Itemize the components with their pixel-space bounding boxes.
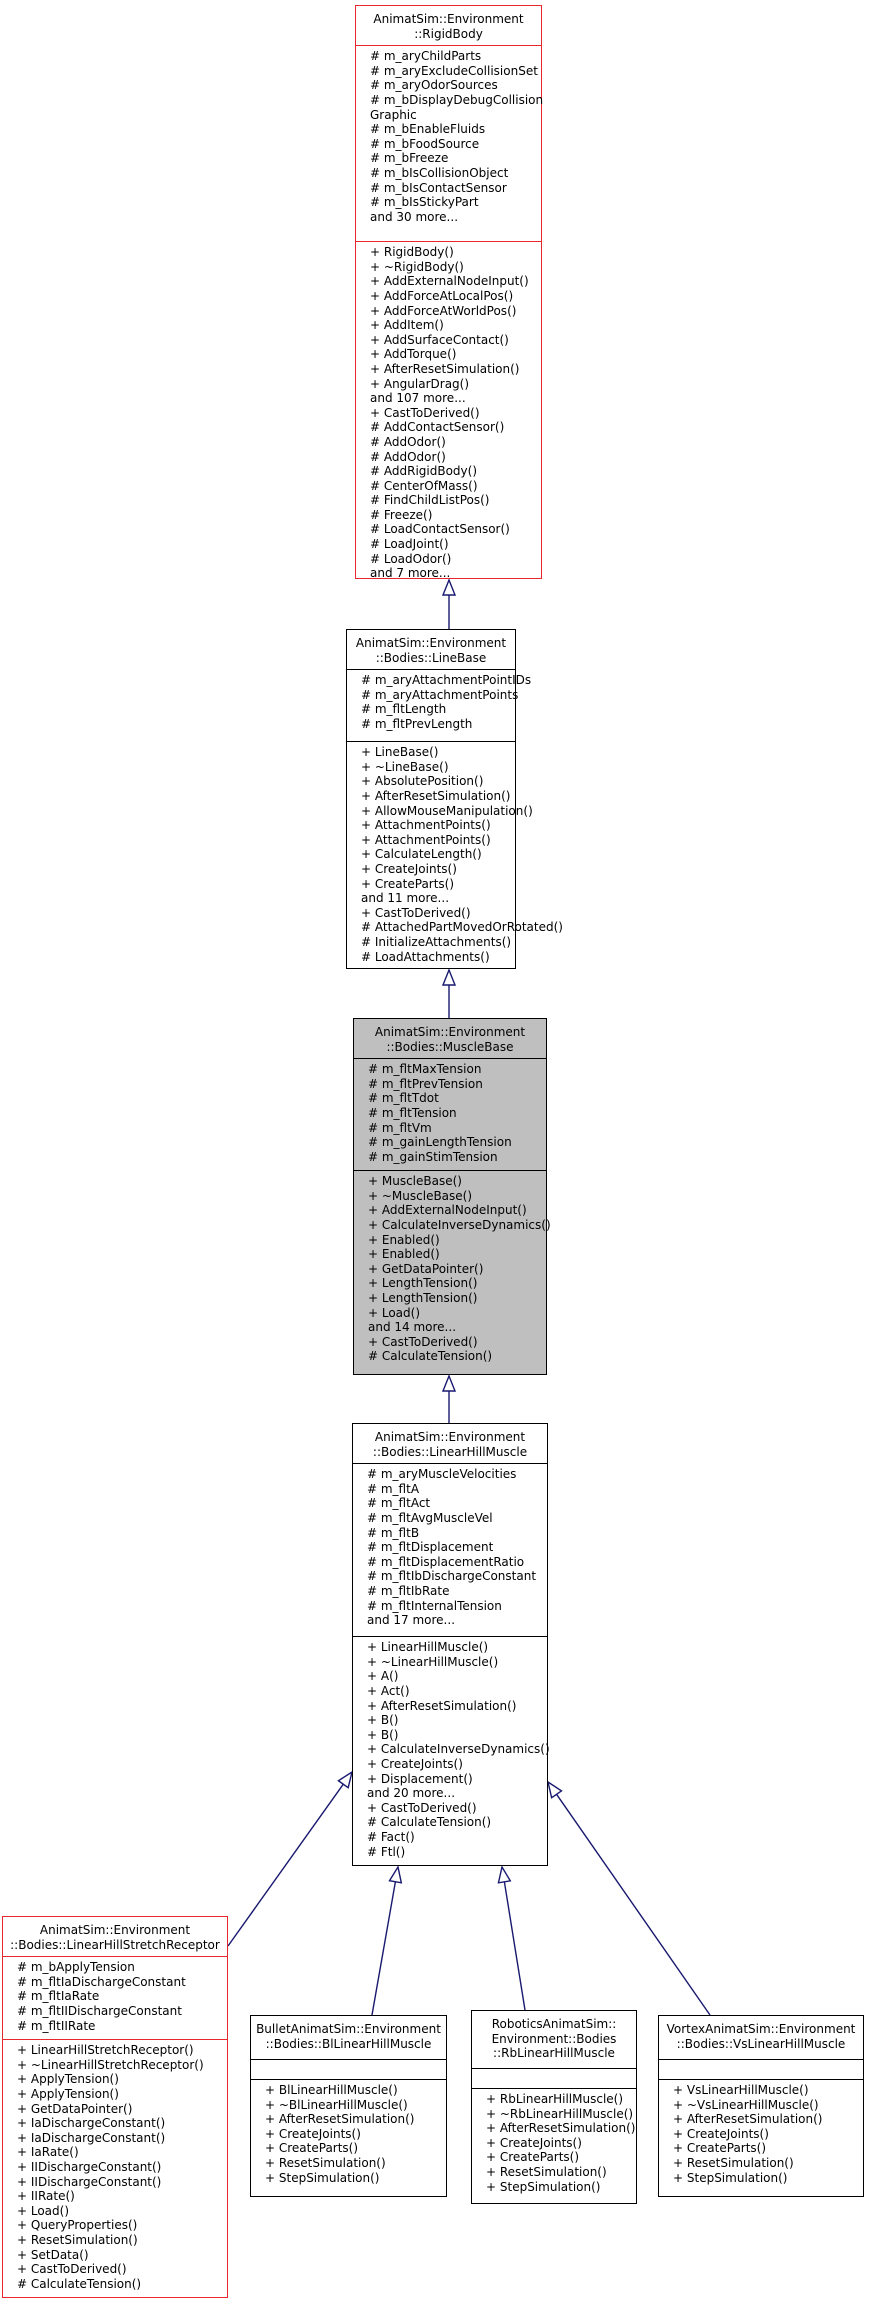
title-line: ::Bodies::MuscleBase bbox=[386, 1039, 514, 1054]
title-line: ::RbLinearHillMuscle bbox=[493, 2046, 615, 2061]
method-item[interactable]: # LoadContactSensor() bbox=[370, 522, 510, 537]
method-item[interactable]: + AllowMouseManipulation() bbox=[361, 803, 533, 818]
title-line: AnimatSim::Environment bbox=[39, 1923, 191, 1937]
attribute-item[interactable]: # m_bIsStickyPart bbox=[370, 195, 479, 210]
attribute-item[interactable]: # m_bFreeze bbox=[370, 151, 449, 166]
method-item[interactable]: + CastToDerived() bbox=[367, 1800, 477, 1815]
method-item[interactable]: and 7 more... bbox=[370, 566, 451, 581]
method-item[interactable]: # AddRigidBody() bbox=[370, 464, 477, 479]
method-item[interactable]: + ResetSimulation() bbox=[265, 2155, 386, 2170]
title-line: ::Bodies::BlLinearHillMuscle bbox=[265, 2036, 432, 2051]
method-item[interactable]: + StepSimulation() bbox=[673, 2170, 788, 2185]
method-item[interactable]: + LinearHillStretchReceptor() bbox=[17, 2043, 194, 2058]
method-item[interactable]: + RbLinearHillMuscle() bbox=[486, 2092, 624, 2106]
method-item[interactable]: + CalculateLength() bbox=[361, 847, 482, 862]
attribute-item[interactable]: # m_bIsCollisionObject bbox=[370, 165, 509, 180]
method-item[interactable]: + ApplyTension() bbox=[17, 2086, 119, 2101]
attribute-item[interactable]: # m_fltTdot bbox=[368, 1091, 439, 1106]
method-item[interactable]: + AddTorque() bbox=[370, 347, 457, 362]
method-item[interactable]: + QueryProperties() bbox=[17, 2218, 138, 2233]
attribute-item[interactable]: # m_fltIbDischargeConstant bbox=[367, 1569, 537, 1584]
attribute-item[interactable]: # m_bFoodSource bbox=[370, 136, 480, 151]
class-title bbox=[472, 2011, 636, 2068]
methods-section bbox=[354, 1170, 551, 1367]
method-item[interactable]: + AddExternalNodeInput() bbox=[370, 274, 529, 289]
attribute-item[interactable]: # m_bDisplayDebugCollision bbox=[370, 92, 544, 107]
method-item[interactable]: # Ftl() bbox=[367, 1844, 406, 1859]
method-item[interactable]: + AddSurfaceContact() bbox=[370, 332, 509, 347]
class-title bbox=[347, 630, 515, 669]
attribute-item[interactable]: # m_fltB bbox=[367, 1525, 420, 1540]
method-item[interactable]: # FindChildListPos() bbox=[370, 493, 490, 508]
method-item[interactable]: + ~BlLinearHillMuscle() bbox=[265, 2097, 408, 2112]
attributes-section bbox=[251, 2059, 446, 2079]
attribute-item[interactable]: # m_aryMuscleVelocities bbox=[367, 1467, 517, 1482]
attribute-item[interactable]: # m_aryAttachmentPointIDs bbox=[361, 673, 532, 688]
method-item[interactable]: # LoadJoint() bbox=[370, 537, 449, 552]
method-item[interactable]: + StepSimulation() bbox=[486, 2179, 601, 2194]
method-item[interactable]: # LoadOdor() bbox=[370, 551, 452, 566]
method-item[interactable]: + IIDischargeConstant() bbox=[17, 2174, 162, 2189]
method-item[interactable]: + AfterResetSimulation() bbox=[265, 2112, 415, 2127]
attribute-item[interactable]: # m_aryOdorSources bbox=[370, 78, 498, 93]
title-line: AnimatSim::Environment bbox=[355, 636, 507, 650]
attribute-item[interactable]: # m_fltPrevTension bbox=[368, 1076, 483, 1091]
method-item[interactable]: + AfterResetSimulation() bbox=[361, 788, 511, 803]
method-item[interactable]: + CreateJoints() bbox=[361, 861, 457, 876]
method-item[interactable]: and 14 more... bbox=[368, 1320, 457, 1335]
class-title bbox=[353, 1424, 547, 1463]
attributes-section bbox=[347, 669, 532, 741]
method-item[interactable]: + AfterResetSimulation() bbox=[370, 361, 520, 376]
title-line: ::Bodies::VsLinearHillMuscle bbox=[676, 2036, 846, 2051]
class-box-robotics[interactable] bbox=[471, 2010, 637, 2204]
method-item[interactable]: + B() bbox=[367, 1713, 399, 1728]
method-item[interactable]: + ~RigidBody() bbox=[370, 259, 464, 274]
method-item[interactable]: + ResetSimulation() bbox=[17, 2232, 138, 2247]
method-item[interactable]: + AbsolutePosition() bbox=[361, 774, 484, 789]
method-item[interactable]: # Fact() bbox=[367, 1829, 415, 1844]
inheritance-arrow-vortex bbox=[548, 1782, 710, 2015]
methods-section bbox=[347, 741, 563, 967]
attributes-section bbox=[3, 1956, 227, 2039]
inheritance-arrow-musclebase bbox=[443, 970, 455, 1018]
class-box-rigidbody[interactable] bbox=[355, 5, 542, 579]
method-item[interactable]: # Freeze() bbox=[370, 507, 433, 522]
methods-section bbox=[356, 241, 541, 584]
attribute-item[interactable]: and 30 more... bbox=[370, 209, 459, 224]
method-item[interactable]: + CreateJoints() bbox=[486, 2135, 582, 2150]
title-line: ::RigidBody bbox=[414, 26, 483, 41]
attribute-item[interactable]: # m_gainStimTension bbox=[368, 1149, 498, 1164]
method-item[interactable]: + ~RbLinearHillMuscle() bbox=[486, 2106, 634, 2121]
method-item[interactable]: + Load() bbox=[17, 2203, 70, 2218]
method-item[interactable]: + AddForceAtLocalPos() bbox=[370, 288, 514, 303]
attribute-item[interactable]: # m_bEnableFluids bbox=[370, 122, 486, 137]
attribute-item[interactable]: # m_fltIaDischargeConstant bbox=[17, 1974, 186, 1989]
method-item[interactable]: + A() bbox=[367, 1669, 399, 1684]
method-item[interactable]: + CreateJoints() bbox=[265, 2126, 361, 2141]
method-item[interactable]: + IaRate() bbox=[17, 2145, 79, 2160]
method-item[interactable]: + LinearHillMuscle() bbox=[367, 1640, 489, 1655]
method-item[interactable]: + CreateParts() bbox=[265, 2141, 359, 2156]
title-line: AnimatSim::Environment bbox=[374, 1025, 526, 1039]
attribute-item[interactable]: # m_fltIaRate bbox=[17, 1989, 100, 2004]
method-item[interactable]: # CalculateTension() bbox=[368, 1349, 493, 1364]
inheritance-arrow-linebase bbox=[443, 580, 455, 629]
attribute-item[interactable]: # m_fltMaxTension bbox=[368, 1062, 482, 1077]
title-line: ::Bodies::LineBase bbox=[375, 650, 487, 665]
method-item[interactable]: + VsLinearHillMuscle() bbox=[673, 2083, 809, 2097]
attribute-item[interactable]: # m_fltAct bbox=[367, 1496, 431, 1511]
attribute-item[interactable]: # m_fltLength bbox=[361, 702, 447, 717]
method-item[interactable]: + CreateParts() bbox=[486, 2150, 580, 2165]
attribute-item[interactable]: # m_fltTension bbox=[368, 1105, 457, 1120]
class-box-stretchreceptor[interactable] bbox=[2, 1916, 228, 2298]
method-item[interactable]: + Act() bbox=[367, 1683, 410, 1698]
methods-section bbox=[251, 2079, 446, 2188]
inheritance-arrow-linearhill bbox=[443, 1376, 455, 1423]
class-title bbox=[354, 1019, 546, 1058]
method-item[interactable]: + AfterResetSimulation() bbox=[486, 2121, 636, 2136]
method-item[interactable]: + CreateJoints() bbox=[673, 2126, 769, 2141]
methods-section bbox=[659, 2079, 863, 2188]
method-item[interactable]: + ~LinearHillStretchReceptor() bbox=[17, 2057, 204, 2072]
inheritance-arrow-bullet bbox=[372, 1867, 401, 2015]
methods-section bbox=[353, 1636, 550, 1862]
method-item[interactable]: + IIDischargeConstant() bbox=[17, 2159, 162, 2174]
attribute-item[interactable]: # m_fltDisplacementRatio bbox=[367, 1554, 525, 1569]
method-item[interactable]: + Displacement() bbox=[367, 1771, 473, 1786]
method-item[interactable]: + IaDischargeConstant() bbox=[17, 2116, 166, 2131]
class-box-vortex[interactable] bbox=[658, 2015, 864, 2197]
method-item[interactable]: + AddItem() bbox=[370, 318, 444, 333]
method-item[interactable]: + Load() bbox=[368, 1305, 421, 1320]
class-box-bullet[interactable] bbox=[250, 2015, 447, 2197]
method-item[interactable]: + ~LineBase() bbox=[361, 759, 449, 774]
attribute-item[interactable]: Graphic bbox=[370, 107, 417, 122]
method-item[interactable]: # AttachedPartMovedOrRotated() bbox=[361, 920, 563, 935]
method-item[interactable]: # CenterOfMass() bbox=[370, 478, 478, 493]
methods-section bbox=[472, 2088, 636, 2197]
method-item[interactable]: + CreateParts() bbox=[673, 2141, 767, 2156]
attributes-section bbox=[353, 1463, 547, 1636]
method-item[interactable]: + AddForceAtWorldPos() bbox=[370, 303, 517, 318]
title-line: AnimatSim::Environment bbox=[373, 12, 524, 26]
method-item[interactable]: # AddContactSensor() bbox=[370, 420, 505, 435]
attributes-section bbox=[354, 1058, 546, 1170]
method-item[interactable]: # CalculateTension() bbox=[367, 1815, 492, 1830]
method-item[interactable]: + ResetSimulation() bbox=[673, 2155, 794, 2170]
method-item[interactable]: + CastToDerived() bbox=[370, 405, 480, 420]
attribute-item[interactable]: # m_fltIbRate bbox=[367, 1583, 450, 1598]
method-item[interactable]: # InitializeAttachments() bbox=[361, 934, 512, 949]
method-item[interactable]: + LengthTension() bbox=[368, 1290, 478, 1305]
method-item[interactable]: + SetData() bbox=[17, 2247, 89, 2262]
method-item[interactable]: + IIRate() bbox=[17, 2189, 75, 2204]
method-item[interactable]: + GetDataPointer() bbox=[368, 1261, 484, 1276]
class-title bbox=[251, 2016, 446, 2059]
method-item[interactable]: + LineBase() bbox=[361, 745, 439, 760]
method-item[interactable]: + CastToDerived() bbox=[361, 905, 471, 920]
method-item[interactable]: + CastToDerived() bbox=[17, 2262, 127, 2277]
attribute-item[interactable]: # m_fltDisplacement bbox=[367, 1540, 494, 1555]
method-item[interactable]: + RigidBody() bbox=[370, 245, 454, 260]
method-item[interactable]: # CalculateTension() bbox=[17, 2276, 142, 2291]
method-item[interactable]: and 11 more... bbox=[361, 891, 450, 906]
title-line: ::Bodies::LinearHillMuscle bbox=[372, 1444, 528, 1459]
method-item[interactable]: + ~LinearHillMuscle() bbox=[367, 1654, 499, 1669]
attribute-item[interactable]: and 17 more... bbox=[367, 1613, 456, 1628]
method-item[interactable]: + ~VsLinearHillMuscle() bbox=[673, 2097, 819, 2112]
attribute-item[interactable]: # m_bApplyTension bbox=[17, 1960, 135, 1975]
attributes-section bbox=[659, 2059, 863, 2079]
method-item[interactable]: # AddOdor() bbox=[370, 434, 446, 449]
class-title bbox=[3, 1917, 227, 1956]
class-box-linebase[interactable] bbox=[346, 629, 563, 969]
method-item[interactable]: + AttachmentPoints() bbox=[361, 832, 491, 847]
method-item[interactable]: + BlLinearHillMuscle() bbox=[265, 2083, 398, 2097]
method-item[interactable]: + AttachmentPoints() bbox=[361, 818, 491, 833]
attribute-item[interactable]: # m_fltIIDischargeConstant bbox=[17, 2003, 182, 2018]
method-item[interactable]: + CalculateInverseDynamics() bbox=[368, 1217, 551, 1232]
inheritance-arrow-robotics bbox=[498, 1867, 525, 2010]
class-box-musclebase[interactable] bbox=[353, 1018, 551, 1375]
method-item[interactable]: and 20 more... bbox=[367, 1786, 456, 1801]
method-item[interactable]: + CreateParts() bbox=[361, 876, 455, 891]
method-item[interactable]: + IaDischargeConstant() bbox=[17, 2130, 166, 2145]
attribute-item[interactable]: # m_aryChildParts bbox=[370, 49, 482, 64]
inheritance-arrow-stretchreceptor bbox=[228, 1772, 352, 1946]
methods-section bbox=[3, 2039, 227, 2294]
method-item[interactable]: + ~MuscleBase() bbox=[368, 1188, 473, 1203]
method-item[interactable]: + CastToDerived() bbox=[368, 1334, 478, 1349]
method-item[interactable]: + GetDataPointer() bbox=[17, 2101, 133, 2116]
method-item[interactable]: + ApplyTension() bbox=[17, 2072, 119, 2087]
title-line: ::Bodies::LinearHillStretchReceptor bbox=[10, 1937, 220, 1952]
method-item[interactable]: + StepSimulation() bbox=[265, 2170, 380, 2185]
attributes-section bbox=[472, 2068, 636, 2088]
method-item[interactable]: + MuscleBase() bbox=[368, 1174, 462, 1189]
method-item[interactable]: + B() bbox=[367, 1727, 399, 1742]
method-item[interactable]: + AfterResetSimulation() bbox=[673, 2112, 823, 2127]
class-box-linearhill[interactable] bbox=[352, 1423, 548, 1866]
method-item[interactable]: and 107 more... bbox=[370, 391, 466, 406]
title-line: Environment::Bodies bbox=[491, 2031, 617, 2046]
attribute-item[interactable]: # m_fltPrevLength bbox=[361, 716, 473, 731]
attribute-item[interactable]: # m_gainLengthTension bbox=[368, 1135, 512, 1150]
title-line: RoboticsAnimatSim:: bbox=[491, 2017, 617, 2031]
attribute-item[interactable]: # m_bIsContactSensor bbox=[370, 180, 507, 195]
method-item[interactable]: + AngularDrag() bbox=[370, 376, 470, 391]
method-item[interactable]: + LengthTension() bbox=[368, 1276, 478, 1291]
method-item[interactable]: + AddExternalNodeInput() bbox=[368, 1203, 527, 1218]
attribute-item[interactable]: # m_fltInternalTension bbox=[367, 1598, 502, 1613]
method-item[interactable]: + ResetSimulation() bbox=[486, 2164, 607, 2179]
attribute-item[interactable]: # m_fltVm bbox=[368, 1120, 432, 1135]
attribute-item[interactable]: # m_fltAvgMuscleVel bbox=[367, 1510, 493, 1525]
method-item[interactable]: # AddOdor() bbox=[370, 449, 446, 464]
method-item[interactable]: + Enabled() bbox=[368, 1247, 440, 1262]
method-item[interactable]: + CreateJoints() bbox=[367, 1756, 463, 1771]
class-title bbox=[356, 6, 541, 45]
attribute-item[interactable]: # m_aryExcludeCollisionSet bbox=[370, 63, 538, 78]
attribute-item[interactable]: # m_aryAttachmentPoints bbox=[361, 687, 519, 702]
title-line: VortexAnimatSim::Environment bbox=[666, 2022, 856, 2036]
method-item[interactable]: + Enabled() bbox=[368, 1232, 440, 1247]
title-line: BulletAnimatSim::Environment bbox=[256, 2022, 441, 2036]
attribute-item[interactable]: # m_fltIIRate bbox=[17, 2018, 96, 2033]
class-title bbox=[659, 2016, 863, 2059]
method-item[interactable]: + CalculateInverseDynamics() bbox=[367, 1742, 550, 1757]
method-item[interactable]: + AfterResetSimulation() bbox=[367, 1698, 517, 1713]
title-line: AnimatSim::Environment bbox=[374, 1430, 526, 1444]
attribute-item[interactable]: # m_fltA bbox=[367, 1481, 420, 1496]
attributes-section bbox=[356, 45, 544, 241]
method-item[interactable]: # LoadAttachments() bbox=[361, 949, 490, 964]
